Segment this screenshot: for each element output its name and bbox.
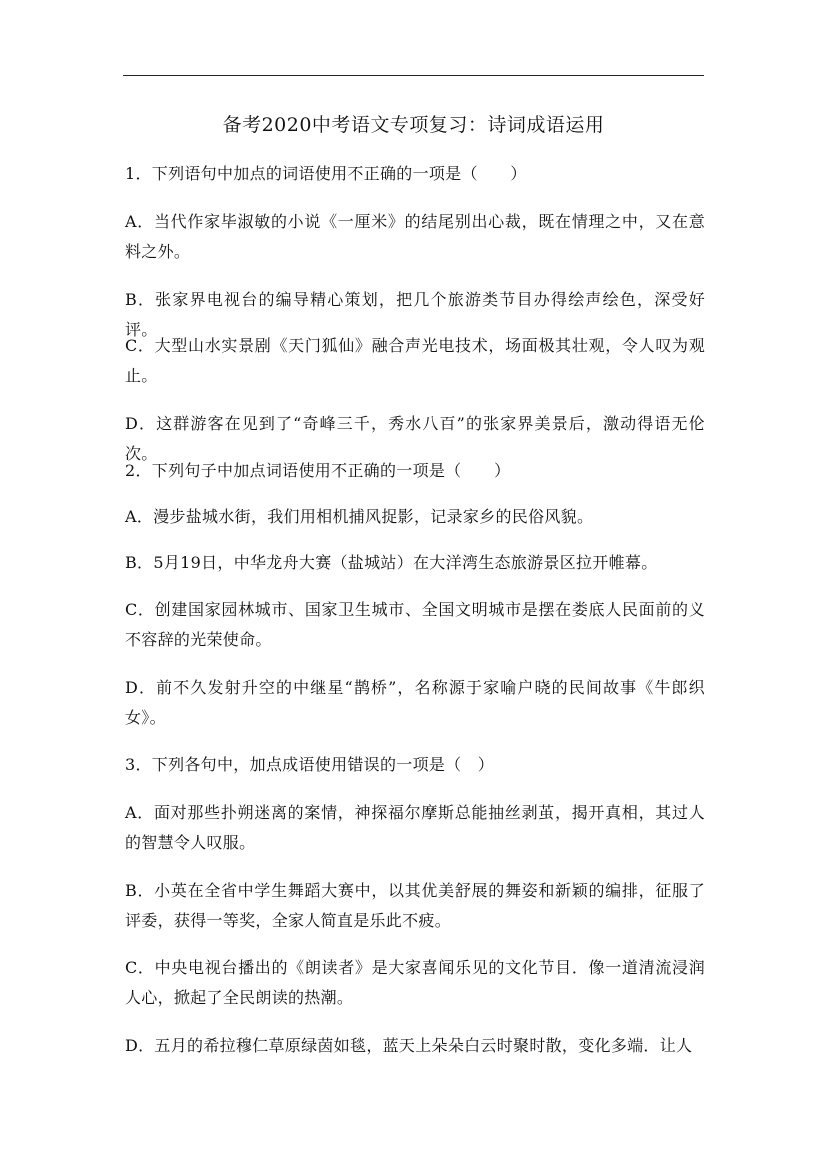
question-2-option-b: B．5月19日，中华龙舟大赛（盐城站）在大洋湾生态旅游景区拉开帷幕。	[125, 553, 658, 572]
question-3-stem: 3．下列各句中，加点成语使用错误的一项是（ ）	[125, 755, 495, 774]
question-1-option-b: B．张家界电视台的编导精心策划，把几个旅游类节目办得绘声绘色，深受好评。	[125, 290, 705, 339]
question-3-option-c: C．中央电视台播出的《朗读者》是大家喜闻乐见的文化节目．像一道清流浸润人心，掀起了全民朗读的热潮。	[125, 958, 705, 1007]
question-2-stem: 2．下列句子中加点词语使用不正确的一项是（ ）	[125, 461, 511, 480]
question-1-option-a: A．当代作家毕淑敏的小说《一厘米》的结尾别出心裁，既在情理之中，又在意料之外。	[125, 212, 705, 261]
header-rule	[123, 75, 704, 76]
question-1-stem: 1．下列语句中加点的词语使用不正确的一项是（ ）	[125, 164, 527, 183]
question-2-option-d: D．前不久发射升空的中继星“鹊桥”，名称源于家喻户晓的民间故事《牛郎织女》。	[125, 678, 705, 727]
question-1-option-d: D．这群游客在见到了“奇峰三千，秀水八百”的张家界美景后，激动得语无伦次。	[125, 414, 705, 463]
question-2-option-a: A．漫步盐城水街，我们用相机捕风捉影，记录家乡的民俗风貌。	[125, 507, 594, 526]
question-3-option-a: A．面对那些扑朔迷离的案情，神探福尔摩斯总能抽丝剥茧，揭开真相，其过人的智慧令人叹服。	[125, 803, 705, 852]
question-1-option-c: C．大型山水实景剧《天门狐仙》融合声光电技术，场面极其壮观，令人叹为观止。	[125, 336, 705, 385]
question-3-option-b: B．小英在全省中学生舞蹈大赛中，以其优美舒展的舞姿和新颖的编排，征服了评委，获得一等奖，全家人简直是乐此不疲。	[125, 881, 705, 930]
question-2-option-c: C．创建国家园林城市、国家卫生城市、全国文明城市是摆在娄底人民面前的义不容辞的光荣使命。	[125, 600, 705, 649]
document-title: 备考2020中考语文专项复习：诗词成语运用	[222, 114, 605, 136]
question-3-option-d: D．五月的希拉穆仁草原绿茵如毯，蓝天上朵朵白云时聚时散，变化多端．让人	[125, 1036, 693, 1055]
